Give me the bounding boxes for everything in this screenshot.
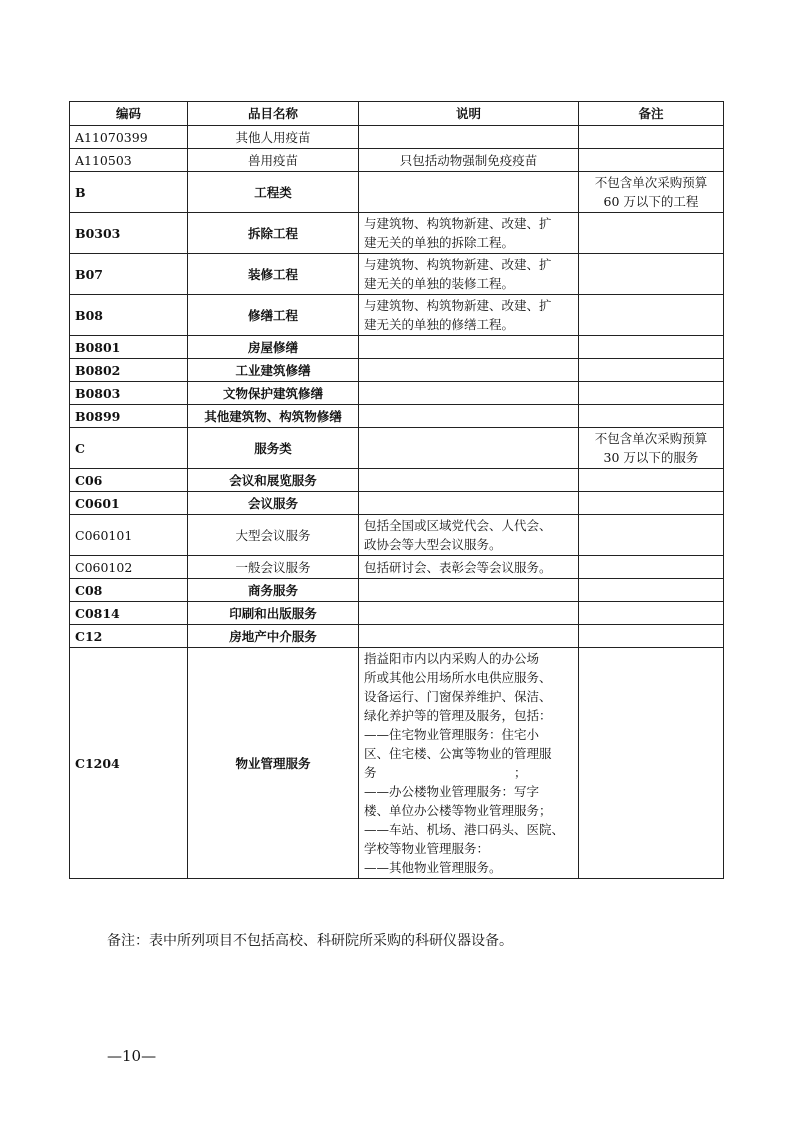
cell-note: [579, 405, 724, 428]
cell-desc: [359, 602, 579, 625]
header-name: 品目名称: [188, 102, 359, 126]
desc-line: ——住宅物业管理服务：住宅小: [364, 727, 540, 742]
cell-desc: [359, 295, 579, 336]
desc-line: 指益阳市内以内采购人的办公场: [364, 651, 540, 666]
cell-name: 房地产中介服务: [188, 625, 359, 648]
desc-line: 务 ；: [364, 765, 527, 780]
cell-name: 印刷和出版服务: [188, 602, 359, 625]
cell-name: 服务类: [188, 428, 359, 469]
footnote: 备注：表中所列项目不包括高校、科研院所采购的科研仪器设备。: [107, 933, 513, 949]
desc-line: 学校等物业管理服务：: [364, 841, 490, 856]
desc-line: 政协会等大型会议服务。: [364, 537, 502, 552]
cell-name: 兽用疫苗: [188, 149, 359, 172]
header-code: 编码: [70, 102, 188, 126]
table-header-row: [70, 102, 724, 126]
cell-code: C06: [70, 469, 188, 492]
table-row: [70, 382, 724, 405]
cell-note: [579, 295, 724, 336]
cell-desc: [359, 359, 579, 382]
desc-line: ——办公楼物业管理服务：写字: [364, 784, 540, 799]
cell-name: 会议和展览服务: [188, 469, 359, 492]
cell-name: 一般会议服务: [188, 556, 359, 579]
cell-desc: [359, 556, 579, 579]
cell-desc: [359, 579, 579, 602]
cell-note: [579, 648, 724, 879]
desc-line: 区、住宅楼、公寓等物业的管理服: [364, 746, 552, 761]
desc-line: 建无关的单独的修缮工程。: [364, 317, 515, 332]
table-row: [70, 625, 724, 648]
cell-code: C060101: [70, 515, 188, 556]
table-row: [70, 492, 724, 515]
desc-line: 建无关的单独的拆除工程。: [364, 235, 515, 250]
cell-code: C12: [70, 625, 188, 648]
cell-name: 拆除工程: [188, 213, 359, 254]
cell-code: B: [70, 172, 188, 213]
cell-code: A11070399: [70, 126, 188, 149]
cell-name: 大型会议服务: [188, 515, 359, 556]
cell-code: B07: [70, 254, 188, 295]
cell-desc: [359, 126, 579, 149]
cell-desc: [359, 336, 579, 359]
cell-code: C060102: [70, 556, 188, 579]
table-row: [70, 359, 724, 382]
cell-note: [579, 602, 724, 625]
note-line: 60 万以下的工程: [603, 194, 699, 209]
table-row: [70, 149, 724, 172]
table-row: [70, 213, 724, 254]
cell-note: [579, 556, 724, 579]
cell-desc: [359, 405, 579, 428]
desc-line: 绿化养护等的管理及服务，包括：: [364, 708, 552, 723]
cell-code: C: [70, 428, 188, 469]
cell-note: [579, 172, 724, 213]
cell-note: [579, 515, 724, 556]
desc-line: 与建筑物、构筑物新建、改建、扩: [364, 298, 552, 313]
table-row: [70, 172, 724, 213]
cell-desc: [359, 492, 579, 515]
cell-name: 工业建筑修缮: [188, 359, 359, 382]
desc-line: ——其他物业管理服务。: [364, 860, 502, 875]
desc-line: 所或其他公用场所水电供应服务、: [364, 670, 552, 685]
table-row: [70, 515, 724, 556]
cell-code: C08: [70, 579, 188, 602]
cell-name: 修缮工程: [188, 295, 359, 336]
cell-code: B0899: [70, 405, 188, 428]
cell-name: 会议服务: [188, 492, 359, 515]
cell-note: [579, 126, 724, 149]
table-row: [70, 579, 724, 602]
cell-desc: [359, 382, 579, 405]
cell-desc: [359, 213, 579, 254]
desc-line: 只包括动物强制免疫疫苗: [399, 152, 538, 168]
table-row: [70, 336, 724, 359]
cell-code: B0802: [70, 359, 188, 382]
cell-name: 其他建筑物、构筑物修缮: [188, 405, 359, 428]
desc-line: 与建筑物、构筑物新建、改建、扩: [364, 257, 552, 272]
cell-note: [579, 625, 724, 648]
table-row: [70, 405, 724, 428]
cell-name: 文物保护建筑修缮: [188, 382, 359, 405]
note-line: 30 万以下的服务: [603, 450, 699, 465]
desc-line: 楼、单位办公楼等物业管理服务；: [364, 803, 552, 818]
desc-line: ——车站、机场、港口码头、医院、: [364, 822, 565, 837]
cell-name: 物业管理服务: [188, 648, 359, 879]
note-line: 不包含单次采购预算: [594, 175, 708, 190]
cell-desc: [359, 254, 579, 295]
header-note: 备注: [579, 102, 724, 126]
cell-note: [579, 428, 724, 469]
table-row: [70, 556, 724, 579]
desc-line: 包括研讨会、表彰会等会议服务。: [364, 559, 552, 575]
page-number: —10—: [107, 1047, 157, 1065]
cell-desc: [359, 625, 579, 648]
cell-desc: [359, 149, 579, 172]
cell-code: B08: [70, 295, 188, 336]
desc-line: 建无关的单独的装修工程。: [364, 276, 515, 291]
cell-desc: [359, 172, 579, 213]
cell-desc: [359, 428, 579, 469]
note-line: 不包含单次采购预算: [594, 431, 708, 446]
cell-code: B0303: [70, 213, 188, 254]
table-row: [70, 648, 724, 879]
table-row: [70, 295, 724, 336]
cell-desc: [359, 469, 579, 492]
cell-name: 其他人用疫苗: [188, 126, 359, 149]
cell-note: [579, 213, 724, 254]
cell-name: 商务服务: [188, 579, 359, 602]
desc-line: 与建筑物、构筑物新建、改建、扩: [364, 216, 552, 231]
cell-note: [579, 359, 724, 382]
cell-desc: [359, 648, 579, 879]
cell-code: C0814: [70, 602, 188, 625]
table-row: [70, 428, 724, 469]
cell-desc: [359, 515, 579, 556]
cell-note: [579, 336, 724, 359]
desc-line: 设备运行、门窗保养维护、保洁、: [364, 689, 552, 704]
cell-name: 装修工程: [188, 254, 359, 295]
cell-code: A110503: [70, 149, 188, 172]
catalog-table: [69, 101, 724, 879]
cell-name: 房屋修缮: [188, 336, 359, 359]
table-row: [70, 254, 724, 295]
cell-name: 工程类: [188, 172, 359, 213]
cell-note: [579, 579, 724, 602]
cell-note: [579, 254, 724, 295]
table-row: [70, 469, 724, 492]
cell-note: [579, 382, 724, 405]
cell-note: [579, 149, 724, 172]
header-desc: 说明: [359, 102, 579, 126]
table-row: [70, 602, 724, 625]
cell-note: [579, 492, 724, 515]
cell-code: B0801: [70, 336, 188, 359]
cell-note: [579, 469, 724, 492]
cell-code: C1204: [70, 648, 188, 879]
cell-code: B0803: [70, 382, 188, 405]
desc-line: 包括全国或区域党代会、人代会、: [364, 518, 552, 533]
table-row: [70, 126, 724, 149]
cell-code: C0601: [70, 492, 188, 515]
